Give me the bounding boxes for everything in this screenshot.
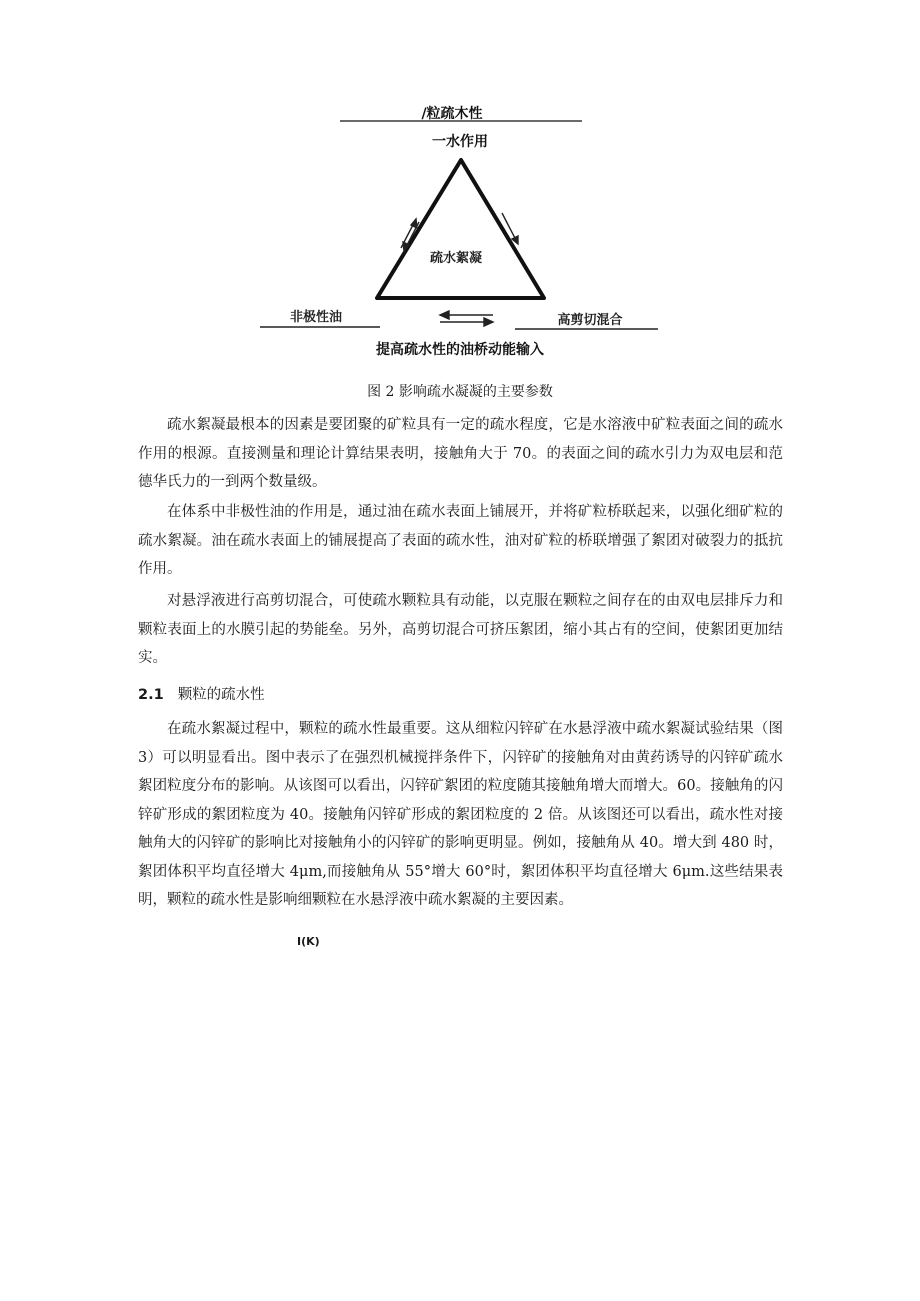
figure-2-caption: 图 2 影响疏水凝凝的主要参数 [367, 384, 553, 400]
left-label: 非极性油 [289, 310, 343, 325]
section-paragraph: 在疏水絮凝过程中，颗粒的疏水性最重要。这从细粒闪锌矿在水悬浮液中疏水絮凝试验结果（图 3）可以明显看出。图中表示了在强烈机械搅拌条件下，闪锌矿的接触角对由黄药诱导的闪锌矿疏水絮团粒度分布的影响。从该图可以看出，闪锌矿絮团的粒度随其接触角增大而增大。60。接触角的闪锌矿形成的絮团粒度为 40。接触角闪锌矿形成的絮团粒度的 2 倍。从该图还可以看出，疏水性对接触角大的闪锌矿的影响比对接触角小的闪锌矿的影响更明显。例如，接触角从 40。增大到 480 时，絮团体积平均直径增大 4μm,而接触角从 55°增大 60°时，絮团体积平均直径增大 6μm.这些结果表明，颗粒的疏水性是影响细颗粒在水悬浮液中疏水絮凝的主要因素。 [138, 721, 783, 908]
section-heading [138, 683, 265, 704]
paragraph-3: 对悬浮液进行高剪切混合，可使疏水颗粒具有动能，以克服在颗粒之间存在的由双电层排斥力和颗粒表面上的水膜引起的势能垒。另外，高剪切混合可挤压絮团，缩小其占有的空间，使絮团更加结实。 [138, 593, 783, 666]
right-label: 高剪切混合 [557, 313, 623, 328]
figure-3-label: I(K) [297, 935, 320, 948]
center-label: 疏水絮凝 [429, 251, 483, 266]
bottom-label: 提高疏水性的油桥动能输入 [376, 342, 544, 358]
paragraph-2: 在体系中非极性油的作用是，通过油在疏水表面上铺展开，并将矿粒桥联起来，以强化细矿粒的疏水絮凝。油在疏水表面上的铺展提高了表面的疏水性，油对矿粒的桥联增强了絮团对破裂力的抵抗作用。 [138, 504, 783, 577]
figure-2-diagram [0, 0, 920, 370]
triangle-shape [377, 160, 544, 298]
paragraph-1: 疏水絮凝最根本的因素是要团聚的矿粒具有一定的疏水程度，它是水溶液中矿粒表面之间的疏水作用的根源。直接测量和理论计算结果表明，接触角大于 70。的表面之间的疏水引力为双电层和范德华氏力的一到两个数量级。 [138, 417, 783, 490]
top-sub-label: 一水作用 [432, 134, 488, 150]
section-title: 颗粒的疏水性 [177, 687, 265, 703]
section-number: 2.1 [138, 687, 164, 703]
top-label: /粒疏木性 [421, 106, 483, 122]
bottom-double-arrow [440, 311, 493, 326]
